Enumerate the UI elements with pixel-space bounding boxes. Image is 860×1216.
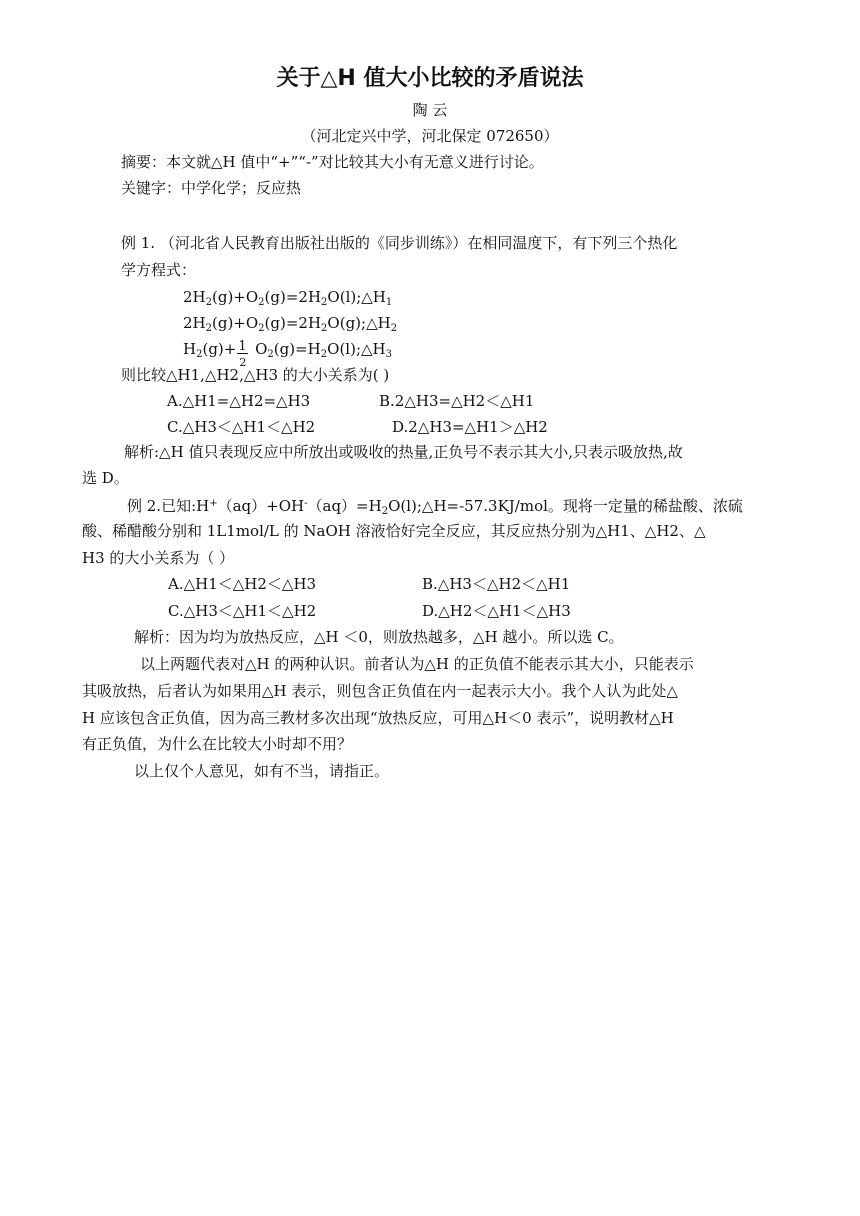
- example2-option-d: D.△H2＜△H1＜△H3: [422, 602, 571, 620]
- equation-1: $2H_2(g)+O_2(g)=2H_2O(l);\triangle H_1$: [183, 288, 393, 308]
- example1-option-a: A.△H1=△H2=△H3: [167, 392, 311, 410]
- discussion-line4: 有正负值，为什么在比较大小时却不用？: [82, 735, 353, 753]
- example2-option-a: A.△H1＜△H2＜△H3: [168, 575, 317, 593]
- fraction-one-half: $\frac{1}{2}$: [238, 339, 247, 369]
- example1-analysis-line2: 选 D。: [82, 469, 129, 487]
- author: 陶 云: [412, 101, 448, 119]
- equation-3: $H_2(g)+$ $\frac{1}{2}$ $O_2(g)=H_2O(l);\triangle H_3$: [183, 339, 392, 369]
- equation-2: $2H_2(g)+O_2(g)=2H_2O(g);\triangle H_2$: [183, 314, 398, 334]
- discussion-line3: H 应该包含正负值，因为高三教材多次出现“放热反应，可用△H＜0 表示”，说明教材△H: [82, 709, 674, 727]
- example2-line1: 例 2.已知$:H^+(aq)+OH^-(aq)=H_2O(l);\triangle H=-57.3KJ$/mol。现将一定量的稀盐酸、浓硫: [127, 497, 743, 517]
- example1-intro-line2: 学方程式：: [121, 261, 197, 279]
- page-title: 关于△H 值大小比较的矛盾说法: [276, 66, 584, 91]
- example2-option-b: B.△H3＜△H2＜△H1: [422, 575, 571, 593]
- example1-analysis-line1: 解析:△H 值只表现反应中所放出或吸收的热量,正负号不表示其大小,只表示吸放热,故: [124, 443, 683, 461]
- example1-option-b: B.2△H3=△H2＜△H1: [379, 392, 535, 410]
- keywords: 关键字：中学化学；反应热: [121, 179, 302, 197]
- affiliation: （河北定兴中学，河北保定 072650）: [301, 127, 559, 145]
- example2-analysis: 解析：因为均为放热反应，△H ＜0，则放热越多，△H 越小。所以选 C。: [134, 628, 624, 646]
- discussion-line2: 其吸放热，后者认为如果用△H 表示，则包含正负值在内一起表示大小。我个人认为此处△: [82, 682, 678, 700]
- example1-option-d: D.2△H3=△H1＞△H2: [392, 418, 548, 436]
- example2-option-c: C.△H3＜△H1＜△H2: [168, 602, 317, 620]
- example1-intro-line1: 例 1. （河北省人民教育出版社出版的《同步训练》）在相同温度下，有下列三个热化: [121, 234, 678, 252]
- discussion-line1: 以上两题代表对△H 的两种认识。前者认为△H 的正负值不能表示其大小，只能表示: [140, 655, 694, 673]
- example1-option-c: C.△H3＜△H1＜△H2: [167, 418, 316, 436]
- closing-note: 以上仅个人意见，如有不当，请指正。: [134, 762, 390, 780]
- example2-line2: 酸、稀醋酸分别和 1L1mol/L 的 NaOH 溶液恰好完全反应，其反应热分别为△H1、△H2、△: [82, 522, 706, 540]
- example2-line3: H3 的大小关系为（ ）: [82, 549, 235, 567]
- example1-question: 则比较△H1,△H2,△H3 的大小关系为( ): [121, 366, 390, 384]
- abstract: 摘要：本文就△H 值中“+”“-”对比较其大小有无意义进行讨论。: [121, 153, 544, 171]
